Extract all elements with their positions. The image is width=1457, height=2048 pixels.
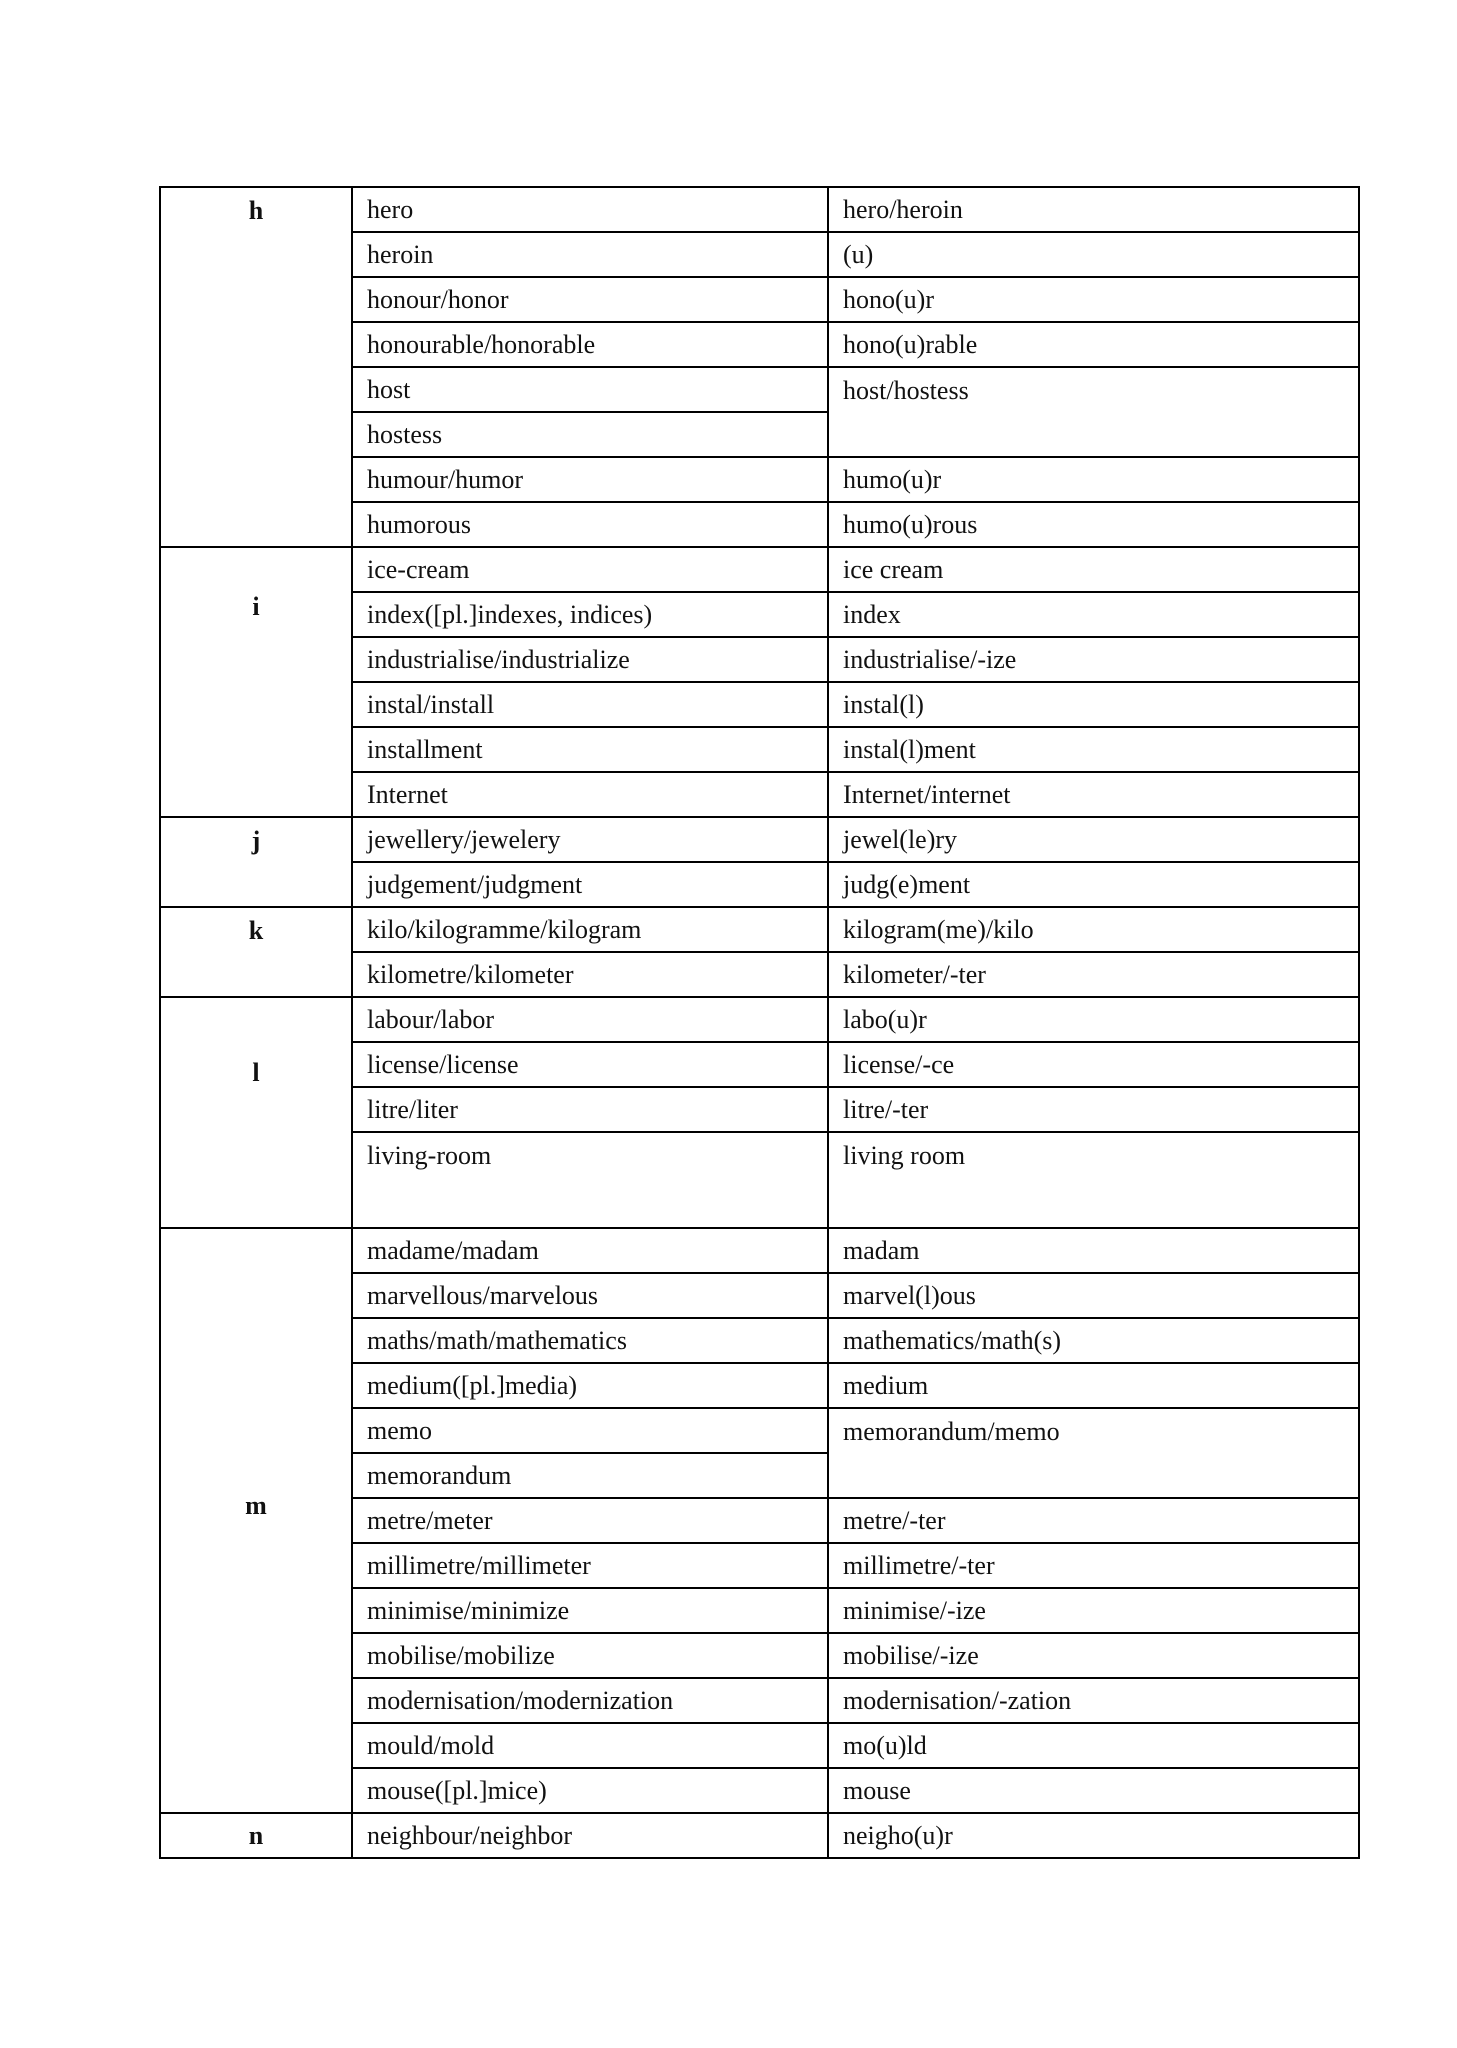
- word-cell: modernisation/modernization: [352, 1678, 828, 1723]
- letter-cell: i: [160, 547, 352, 817]
- form-cell: instal(l)ment: [828, 727, 1359, 772]
- word-cell: host: [352, 367, 828, 412]
- form-cell: labo(u)r: [828, 997, 1359, 1042]
- form-cell: medium: [828, 1363, 1359, 1408]
- word-cell: kilometre/kilometer: [352, 952, 828, 997]
- form-cell: hero/heroin: [828, 187, 1359, 232]
- letter-cell: k: [160, 907, 352, 997]
- word-cell: Internet: [352, 772, 828, 817]
- word-cell: madame/madam: [352, 1228, 828, 1273]
- word-cell: heroin: [352, 232, 828, 277]
- table-row: [160, 907, 1359, 952]
- spelling-variants-table: [159, 186, 1360, 1859]
- form-cell: metre/-ter: [828, 1498, 1359, 1543]
- form-cell: kilometer/-ter: [828, 952, 1359, 997]
- form-cell: hono(u)r: [828, 277, 1359, 322]
- word-cell: maths/math/mathematics: [352, 1318, 828, 1363]
- word-cell: marvellous/marvelous: [352, 1273, 828, 1318]
- word-cell: minimise/minimize: [352, 1588, 828, 1633]
- word-cell: jewellery/jewelery: [352, 817, 828, 862]
- form-cell: Internet/internet: [828, 772, 1359, 817]
- word-cell: honour/honor: [352, 277, 828, 322]
- form-cell: modernisation/-zation: [828, 1678, 1359, 1723]
- form-cell: marvel(l)ous: [828, 1273, 1359, 1318]
- word-cell: labour/labor: [352, 997, 828, 1042]
- form-cell: instal(l): [828, 682, 1359, 727]
- word-cell: mouse([pl.]mice): [352, 1768, 828, 1813]
- letter-cell: j: [160, 817, 352, 907]
- table-row: [160, 1228, 1359, 1273]
- letter-cell: m: [160, 1228, 352, 1813]
- letter-cell: l: [160, 997, 352, 1228]
- word-cell: mould/mold: [352, 1723, 828, 1768]
- form-cell: mathematics/math(s): [828, 1318, 1359, 1363]
- word-cell: millimetre/millimeter: [352, 1543, 828, 1588]
- form-cell: humo(u)rous: [828, 502, 1359, 547]
- form-cell: mo(u)ld: [828, 1723, 1359, 1768]
- word-cell: hostess: [352, 412, 828, 457]
- form-cell: license/-ce: [828, 1042, 1359, 1087]
- form-cell: ice cream: [828, 547, 1359, 592]
- form-cell: industrialise/-ize: [828, 637, 1359, 682]
- form-cell: (u): [828, 232, 1359, 277]
- form-cell: humo(u)r: [828, 457, 1359, 502]
- word-cell: mobilise/mobilize: [352, 1633, 828, 1678]
- form-cell: millimetre/-ter: [828, 1543, 1359, 1588]
- form-cell: hono(u)rable: [828, 322, 1359, 367]
- form-cell: kilogram(me)/kilo: [828, 907, 1359, 952]
- form-cell: mouse: [828, 1768, 1359, 1813]
- word-cell: hero: [352, 187, 828, 232]
- form-cell: litre/-ter: [828, 1087, 1359, 1132]
- word-cell: honourable/honorable: [352, 322, 828, 367]
- form-cell: madam: [828, 1228, 1359, 1273]
- word-cell: index([pl.]indexes, indices): [352, 592, 828, 637]
- table-row: [160, 187, 1359, 232]
- word-cell: kilo/kilogramme/kilogram: [352, 907, 828, 952]
- form-cell: memorandum/memo: [828, 1408, 1359, 1498]
- word-cell: judgement/judgment: [352, 862, 828, 907]
- form-cell: judg(e)ment: [828, 862, 1359, 907]
- word-cell: instal/install: [352, 682, 828, 727]
- word-cell: memorandum: [352, 1453, 828, 1498]
- word-cell: humour/humor: [352, 457, 828, 502]
- form-cell: neigho(u)r: [828, 1813, 1359, 1858]
- form-cell: index: [828, 592, 1359, 637]
- word-cell: metre/meter: [352, 1498, 828, 1543]
- table-row: [160, 547, 1359, 592]
- word-cell: memo: [352, 1408, 828, 1453]
- form-cell: jewel(le)ry: [828, 817, 1359, 862]
- form-cell: living room: [828, 1132, 1359, 1228]
- table-row: [160, 997, 1359, 1042]
- letter-cell: n: [160, 1813, 352, 1858]
- word-cell: humorous: [352, 502, 828, 547]
- table-row: [160, 817, 1359, 862]
- form-cell: mobilise/-ize: [828, 1633, 1359, 1678]
- word-cell: neighbour/neighbor: [352, 1813, 828, 1858]
- letter-cell: h: [160, 187, 352, 547]
- word-cell: medium([pl.]media): [352, 1363, 828, 1408]
- form-cell: minimise/-ize: [828, 1588, 1359, 1633]
- word-cell: litre/liter: [352, 1087, 828, 1132]
- word-cell: industrialise/industrialize: [352, 637, 828, 682]
- form-cell: host/hostess: [828, 367, 1359, 457]
- word-cell: ice-cream: [352, 547, 828, 592]
- table-row: [160, 1813, 1359, 1858]
- word-cell: installment: [352, 727, 828, 772]
- word-cell: living-room: [352, 1132, 828, 1228]
- word-cell: license/license: [352, 1042, 828, 1087]
